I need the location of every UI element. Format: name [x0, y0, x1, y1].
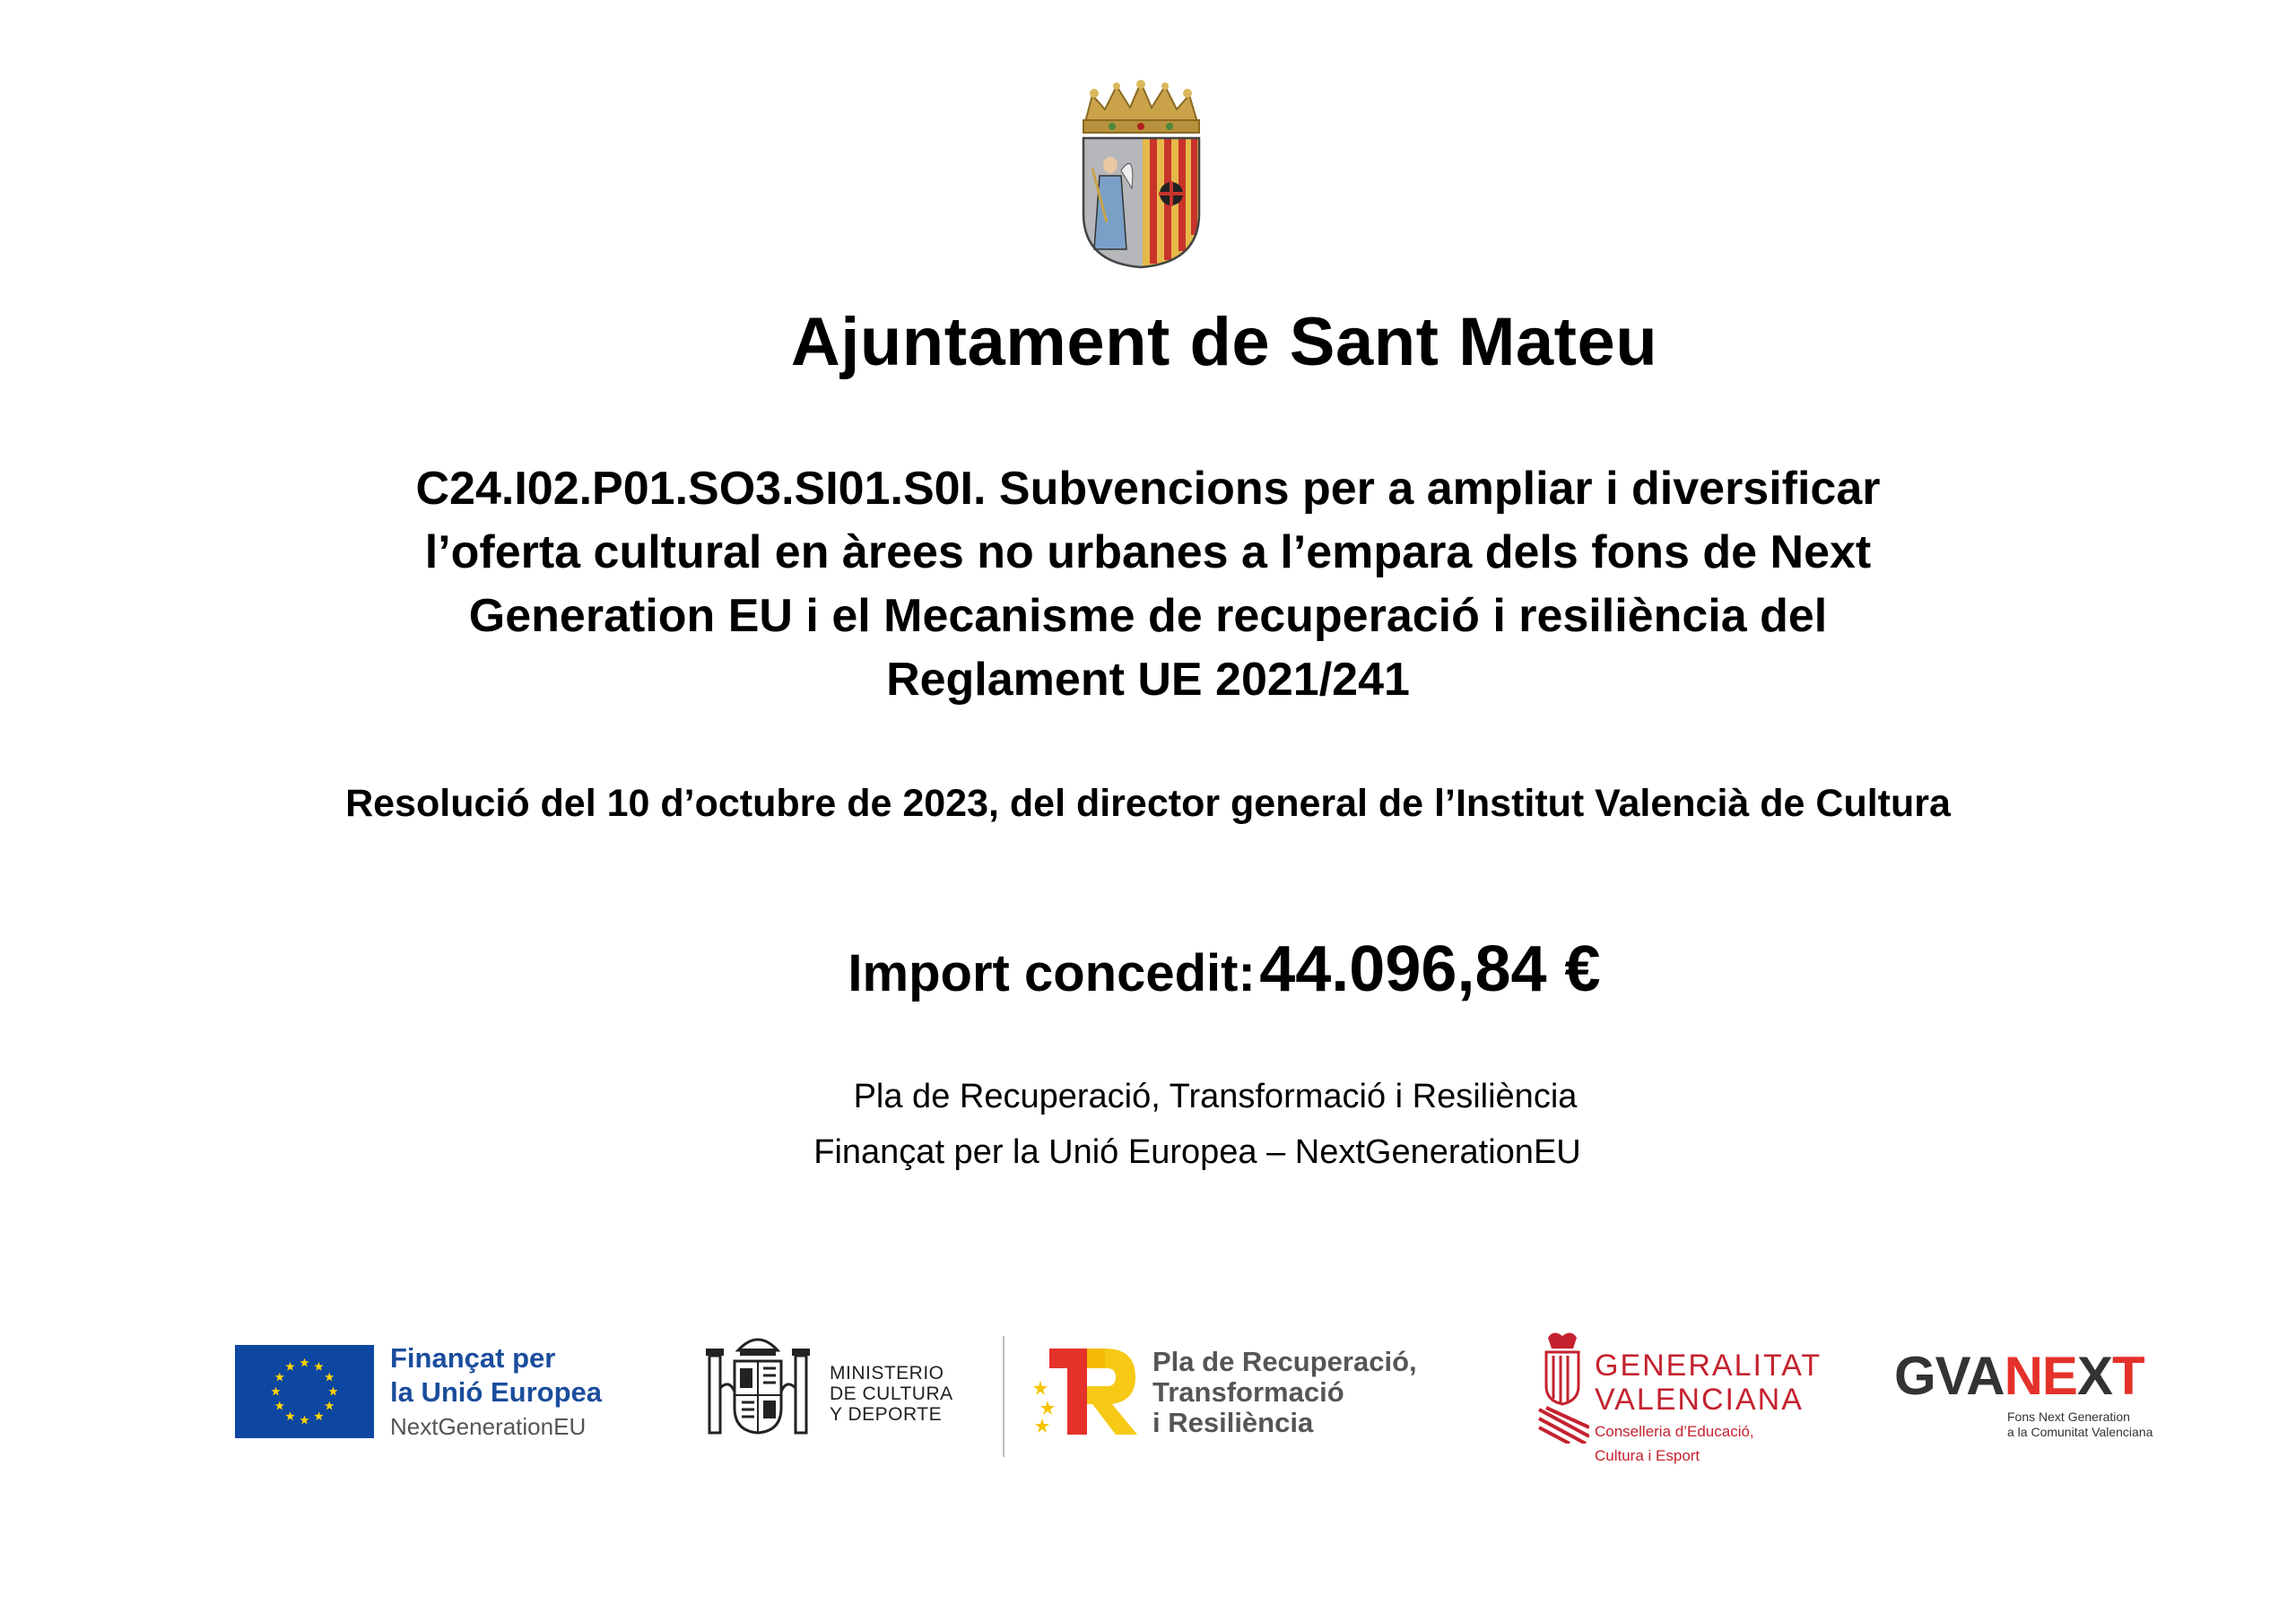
- subsidy-title: [296, 457, 2000, 712]
- plan-line: Pla de Recuperació, Transformació i Resiliència: [853, 1078, 1578, 1115]
- amount-label: Import concedit:: [848, 944, 1256, 1002]
- ministry-line: Y DEPORTE: [830, 1404, 943, 1425]
- prtr-line: i Resiliència: [1152, 1407, 1314, 1438]
- gvanext-part: X: [2076, 1346, 2112, 1406]
- gvanext-part: NE: [2004, 1346, 2077, 1406]
- subsidy-title-line: l’oferta cultural en àrees no urbanes a l’empara dels fons de Next: [424, 526, 1872, 578]
- subsidy-title-line: C24.I02.P01.SO3.SI01.S0I. Subvencions per a ampliar i diversificar: [415, 463, 1881, 515]
- prtr-text: [1152, 1347, 1417, 1438]
- ministry-text: [830, 1363, 953, 1425]
- page-title: Ajuntament de Sant Mateu: [790, 304, 1658, 380]
- amount-value: 44.096,84 €: [1259, 933, 1601, 1005]
- eu-line: Finançat per: [390, 1342, 556, 1374]
- prtr-line: Pla de Recuperació,: [1152, 1346, 1417, 1377]
- plan-text: [0, 1069, 2296, 1180]
- prtr-logo-icon: [1031, 1345, 1139, 1439]
- resolution-text: Resolució del 10 d’octubre de 2023, del director general de l’Institut Valencià de Cultura: [345, 782, 1951, 825]
- gvanext-logo: [1894, 1346, 2144, 1406]
- ministry-line: DE CULTURA: [830, 1383, 953, 1404]
- eu-flag-icon: [235, 1345, 374, 1438]
- gvanext-subtitle: [2007, 1409, 2152, 1440]
- eu-line: NextGenerationEU: [390, 1413, 587, 1440]
- gvanext-sub-line: Fons Next Generation: [2007, 1409, 2130, 1424]
- gvanext-part: GVA: [1894, 1346, 2005, 1406]
- gva-name-line: VALENCIANA: [1595, 1383, 1804, 1417]
- plan-line: Finançat per la Unió Europea – NextGenerationEU: [813, 1133, 1581, 1171]
- subsidy-title-line: Generation EU i el Mecanisme de recuperació i resiliència del: [468, 590, 1828, 642]
- ministry-line: MINISTERIO: [830, 1363, 944, 1383]
- sant-mateu-coat-of-arms-icon: [1076, 79, 1206, 269]
- prtr-line: Transformació: [1152, 1376, 1344, 1408]
- generalitat-emblem-icon: [1535, 1329, 1589, 1444]
- eu-line: la Unió Europea: [390, 1376, 602, 1408]
- gva-sub-line: Cultura i Esport: [1595, 1447, 1700, 1464]
- eu-funding-text: [390, 1341, 602, 1444]
- subsidy-title-line: Reglament UE 2021/241: [886, 654, 1410, 706]
- gvanext-part: T: [2111, 1346, 2144, 1406]
- gva-sub-line: Conselleria d’Educació,: [1595, 1423, 1754, 1440]
- amount-row: [0, 932, 2296, 1006]
- spain-coat-of-arms-icon: [704, 1325, 812, 1440]
- gvanext-sub-line: a la Comunitat Valenciana: [2007, 1425, 2153, 1439]
- gva-name-line: GENERALITAT: [1595, 1349, 1822, 1383]
- generalitat-text: [1595, 1349, 1822, 1465]
- logo-divider: [1003, 1336, 1004, 1457]
